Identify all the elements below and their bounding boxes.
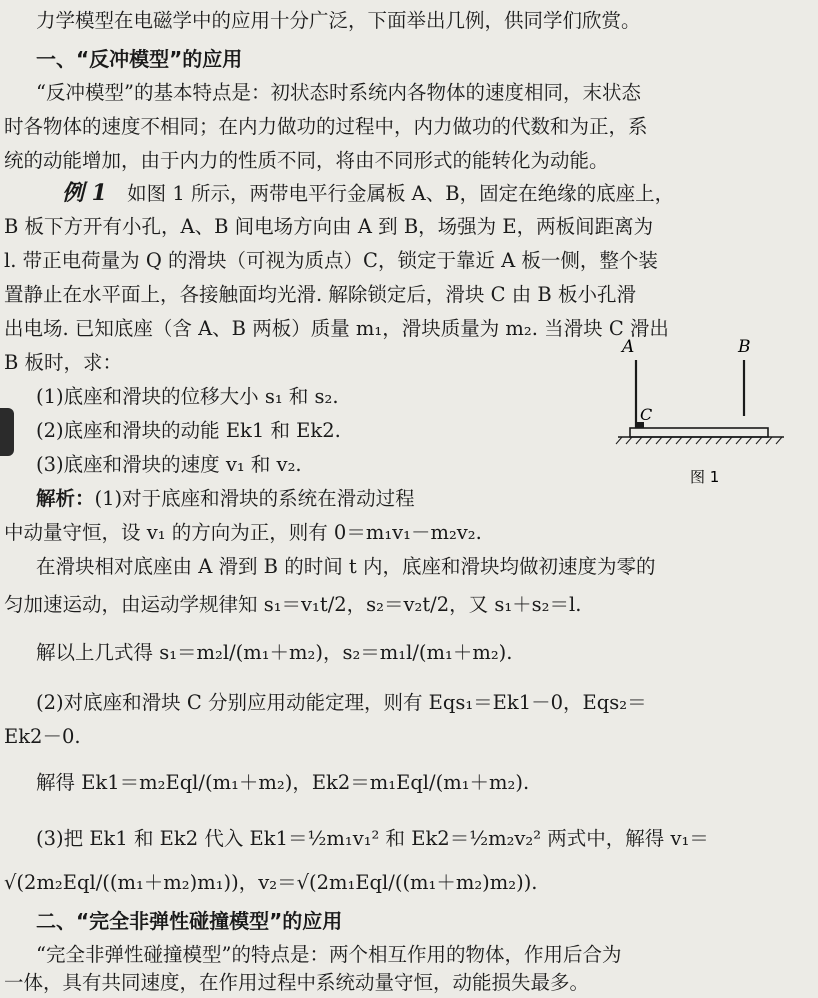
example-line: B 板时，求：	[4, 351, 123, 374]
section2-paragraph-line: “完全非弹性碰撞模型”的特点是：两个相互作用的物体，作用后合为	[36, 943, 622, 966]
figure-1-diagram	[612, 338, 792, 490]
section1-paragraph-line: 统的动能增加，由于内力的性质不同，将由不同形式的能转化为动能。	[4, 149, 609, 172]
solution-line: 在滑块相对底座由 A 滑到 B 的时间 t 内，底座和滑块均做初速度为零的	[36, 555, 656, 578]
solution-line: (3)把 Ek1 和 Ek2 代入 Ek1＝½m₁v₁² 和 Ek2＝½m₂v₂² 两式中，解得 v₁＝	[36, 827, 709, 850]
plate-b-label: B	[738, 338, 751, 357]
example-label: 例 1	[62, 180, 107, 206]
solution-text: (1)对于底座和滑块的系统在滑动过程	[94, 487, 415, 510]
figure-caption: 图 1	[690, 468, 720, 486]
example-line: l. 带正电荷量为 Q 的滑块（可视为质点）C，锁定于靠近 A 板一侧，整个装	[4, 249, 658, 272]
example-line: 出电场. 已知底座（含 A、B 两板）质量 m₁，滑块质量为 m₂. 当滑块 C 滑出	[4, 317, 669, 340]
base	[630, 428, 768, 437]
solution-line: √(2m₂Eql/((m₁＋m₂)m₁))，v₂＝√(2m₁Eql/((m₁＋m₂)m₂)).	[4, 871, 538, 894]
solution-line: 匀加速运动，由运动学规律知 s₁＝v₁t/2，s₂＝v₂t/2，又 s₁＋s₂＝l.	[4, 593, 582, 616]
slider-c-label: C	[640, 405, 653, 424]
section1-title: 一、“反冲模型”的应用	[36, 47, 243, 71]
solution-line: (2)对底座和滑块 C 分别应用动能定理，则有 Eqs₁＝Ek1－0，Eqs₂＝	[36, 691, 647, 714]
solution-line: 解得 Ek1＝m₂Eql/(m₁＋m₂)，Ek2＝m₁Eql/(m₁＋m₂).	[36, 771, 530, 794]
section1-paragraph-line: “反冲模型”的基本特点是：初状态时系统内各物体的速度相同，末状态	[36, 81, 641, 104]
intro-text: 力学模型在电磁学中的应用十分广泛，下面举出几例，供同学们欣赏。	[36, 9, 641, 32]
question-2: (2)底座和滑块的动能 Ek1 和 Ek2.	[36, 419, 341, 442]
question-3: (3)底座和滑块的速度 v₁ 和 v₂.	[36, 453, 302, 476]
solution-line: 解以上几式得 s₁＝m₂l/(m₁＋m₂)，s₂＝m₁l/(m₁＋m₂).	[36, 641, 513, 664]
plate-a-label: A	[622, 338, 635, 357]
solution-label: 解析：	[36, 487, 95, 510]
example-text: 如图 1 所示，两带电平行金属板 A、B，固定在绝缘的底座上，	[127, 182, 675, 205]
example-line: B 板下方开有小孔，A、B 间电场方向由 A 到 B，场强为 E，两板间距离为	[4, 215, 654, 238]
section1-paragraph-line: 时各物体的速度不相同；在内力做功的过程中，内力做功的代数和为正，系	[4, 115, 648, 138]
solution-line: 中动量守恒，设 v₁ 的方向为正，则有 0＝m₁v₁－m₂v₂.	[4, 521, 482, 544]
example-line: 置静止在水平面上，各接触面均光滑. 解除锁定后，滑块 C 由 B 板小孔滑	[4, 283, 636, 306]
ground-hatch	[616, 437, 782, 444]
page-edge-tab	[0, 408, 14, 456]
section2-paragraph-line: 一体，具有共同速度，在作用过程中系统动量守恒，动能损失最多。	[4, 971, 590, 994]
solution-line: Ek2－0.	[4, 725, 81, 748]
question-1: (1)底座和滑块的位移大小 s₁ 和 s₂.	[36, 385, 339, 408]
example-line	[0, 180, 818, 207]
section2-title: 二、“完全非弹性碰撞模型”的应用	[36, 909, 343, 933]
